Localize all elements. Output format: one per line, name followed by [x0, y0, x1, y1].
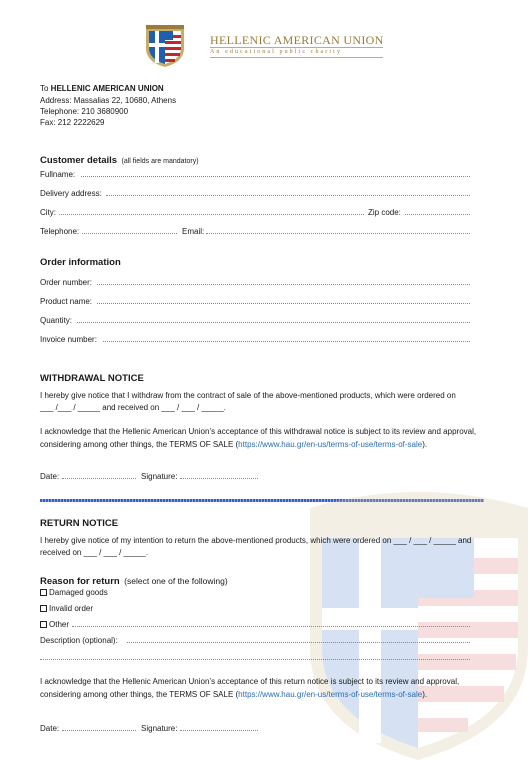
- fullname-field[interactable]: [81, 170, 470, 177]
- quantity-label: Quantity:: [40, 316, 73, 325]
- withdrawal-signature-field[interactable]: [180, 472, 258, 479]
- withdrawal-ack-line1: I acknowledge that the Hellenic American Union’s acceptance of this withdrawal notice is subject to its review and approval,: [40, 427, 477, 436]
- email-label: Email:: [182, 227, 205, 236]
- order-number-field[interactable]: [97, 278, 470, 285]
- fullname-label: Fullname:: [40, 170, 76, 179]
- recipient-name: HELLENIC AMERICAN UNION: [50, 84, 164, 93]
- product-name-field[interactable]: [97, 297, 470, 304]
- return-terms-link[interactable]: https://www.hau.gr/en-us/terms-of-use/terms-of-sale: [238, 690, 423, 699]
- invoice-number-label: Invoice number:: [40, 335, 97, 344]
- customer-details-heading: Customer details (all fields are mandatory): [40, 155, 199, 166]
- damaged-goods-checkbox[interactable]: [40, 589, 47, 596]
- return-ack-line2: considering among other things, the TERMS OF SALE (https://www.hau.gr/en-us/terms-of-use/terms-of-sale).: [40, 690, 428, 699]
- city-field[interactable]: [59, 208, 364, 215]
- withdrawal-statement-line2: ___ /___ / _____ and received on ___ / ___ / _____.: [40, 403, 226, 412]
- brand-tagline: An educational public charity: [210, 49, 343, 55]
- brand-rule: [210, 47, 383, 48]
- reason-option-invalid-order[interactable]: Invalid order: [40, 604, 93, 614]
- city-label: City:: [40, 208, 56, 217]
- withdrawal-date-field[interactable]: [62, 472, 136, 479]
- product-name-label: Product name:: [40, 297, 93, 306]
- withdrawal-terms-link[interactable]: https://www.hau.gr/en-us/terms-of-use/terms-of-sale: [238, 440, 423, 449]
- brand-rule-bottom: [210, 57, 383, 58]
- withdrawal-ack-line2: considering among other things, the TERMS OF SALE (https://www.hau.gr/en-us/terms-of-use/terms-of-sale).: [40, 440, 428, 449]
- telephone-label: Telephone:: [40, 227, 80, 236]
- telephone-field[interactable]: [82, 227, 177, 234]
- recipient-to: To HELLENIC AMERICAN UNION: [40, 84, 164, 93]
- return-notice-heading: RETURN NOTICE: [40, 518, 119, 529]
- order-information-heading: Order information: [40, 257, 121, 268]
- return-signature-field[interactable]: [180, 724, 258, 731]
- invoice-number-field[interactable]: [103, 335, 470, 342]
- delivery-address-field[interactable]: [106, 189, 470, 196]
- return-ack-line1: I acknowledge that the Hellenic American Union’s acceptance of this return notice is subject to its review and approval,: [40, 677, 460, 686]
- withdrawal-date-label: Date:: [40, 472, 60, 481]
- recipient-telephone: Telephone: 210 3680900: [40, 107, 129, 116]
- other-checkbox[interactable]: [40, 621, 47, 628]
- quantity-field[interactable]: [77, 316, 470, 323]
- zip-code-label: Zip code:: [368, 208, 401, 217]
- description-field[interactable]: [127, 636, 470, 643]
- order-number-label: Order number:: [40, 278, 93, 287]
- recipient-fax: Fax: 212 2222629: [40, 118, 105, 127]
- hau-watermark-shield: [304, 478, 532, 760]
- brand-name: HELLENIC AMERICAN UNION: [210, 33, 384, 47]
- zip-code-field[interactable]: [405, 208, 470, 215]
- return-date-label: Date:: [40, 724, 60, 733]
- return-statement-line1: I hereby give notice of my intention to return the above-mentioned products, which were ordered on ___ / ___ / _____ and: [40, 536, 472, 545]
- invalid-order-checkbox[interactable]: [40, 605, 47, 612]
- reason-option-other[interactable]: Other: [40, 620, 69, 630]
- reason-for-return-heading: Reason for return (select one of the following): [40, 576, 228, 587]
- withdrawal-statement-line1: I hereby give notice that I withdraw from the contract of sale of the above-mentioned products, which were ordered on: [40, 391, 456, 400]
- email-field[interactable]: [206, 227, 470, 234]
- reason-option-damaged-goods[interactable]: Damaged goods: [40, 588, 108, 598]
- recipient-address: Address: Massalias 22, 10680, Athens: [40, 96, 177, 105]
- withdrawal-signature-label: Signature:: [141, 472, 178, 481]
- return-statement-line2: received on ___ / ___ / _____.: [40, 548, 149, 557]
- description-field-line2[interactable]: [40, 653, 470, 660]
- description-label: Description (optional):: [40, 636, 118, 645]
- withdrawal-notice-heading: WITHDRAWAL NOTICE: [40, 373, 144, 384]
- return-signature-label: Signature:: [141, 724, 178, 733]
- delivery-address-label: Delivery address:: [40, 189, 102, 198]
- hau-shield-logo: [144, 24, 186, 68]
- other-reason-field[interactable]: [72, 620, 470, 627]
- return-date-field[interactable]: [62, 724, 136, 731]
